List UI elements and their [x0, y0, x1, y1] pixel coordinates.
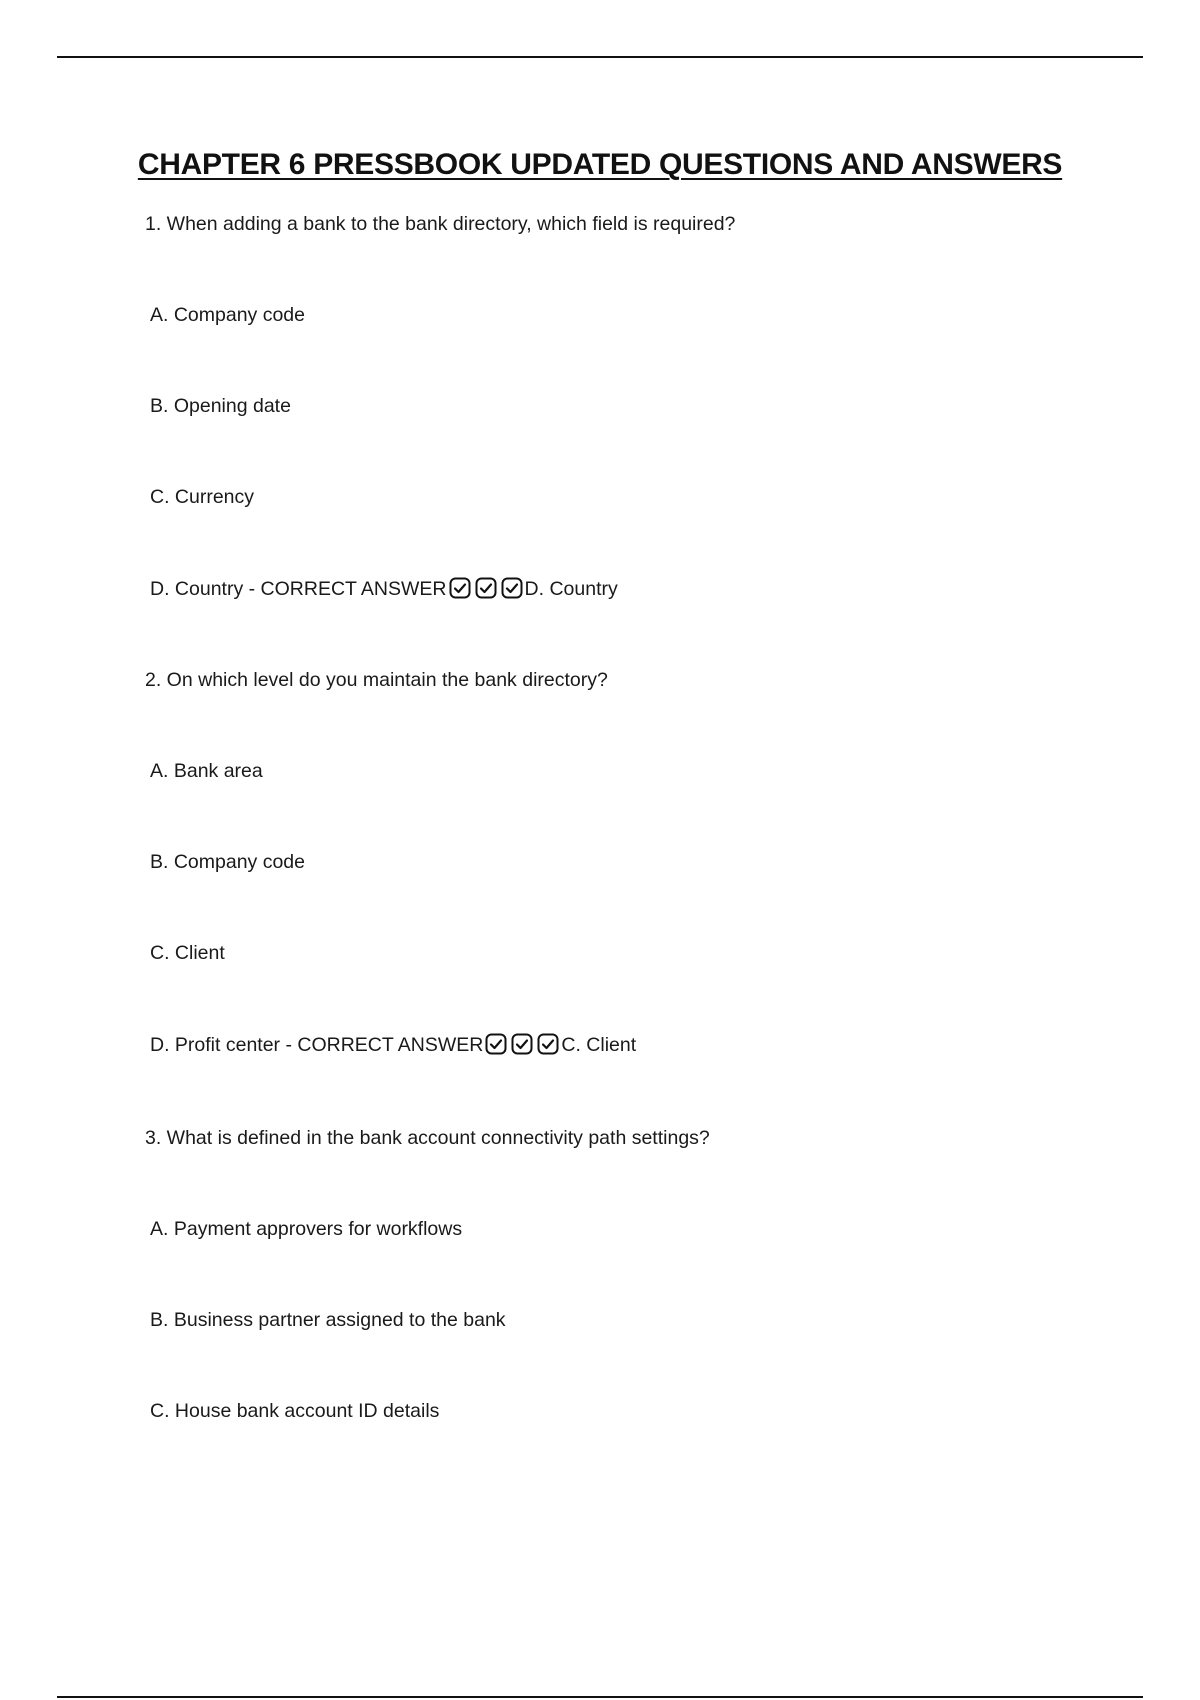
- question-2-option-c: C. Client: [150, 942, 225, 964]
- question-2-answer-line: [150, 1032, 636, 1058]
- check-box-icon: [475, 577, 497, 599]
- question-3-prompt: 3. What is defined in the bank account connectivity path settings?: [145, 1127, 710, 1149]
- footer-rule: [57, 1696, 1143, 1698]
- answer-checkmarks: [485, 1033, 559, 1055]
- document-title: CHAPTER 6 PRESSBOOK UPDATED QUESTIONS AND ANSWERS: [137, 148, 1063, 181]
- check-box-icon: [449, 577, 471, 599]
- question-2-prompt: 2. On which level do you maintain the bank directory?: [145, 669, 608, 691]
- question-3-option-c: C. House bank account ID details: [150, 1400, 440, 1422]
- header-rule: [57, 56, 1143, 58]
- question-1-option-b: B. Opening date: [150, 395, 291, 417]
- answer-prefix: D. Country - CORRECT ANSWER: [150, 578, 447, 600]
- answer-value: D. Country: [524, 578, 618, 600]
- question-3-option-a: A. Payment approvers for workflows: [150, 1218, 463, 1240]
- answer-prefix: D. Profit center - CORRECT ANSWER: [150, 1034, 484, 1056]
- question-2-option-a: A. Bank area: [150, 760, 263, 782]
- check-box-icon: [511, 1033, 533, 1055]
- check-box-icon: [485, 1033, 507, 1055]
- answer-checkmarks: [449, 577, 523, 599]
- check-box-icon: [537, 1033, 559, 1055]
- question-2-option-b: B. Company code: [150, 851, 306, 873]
- question-1-option-a: A. Company code: [150, 304, 306, 326]
- question-3-option-b: B. Business partner assigned to the bank: [150, 1309, 506, 1331]
- check-box-icon: [501, 577, 523, 599]
- question-1-answer-line: [150, 576, 618, 602]
- question-1-option-c: C. Currency: [150, 486, 255, 508]
- answer-value: C. Client: [561, 1034, 637, 1056]
- question-1-prompt: 1. When adding a bank to the bank directory, which field is required?: [145, 213, 736, 235]
